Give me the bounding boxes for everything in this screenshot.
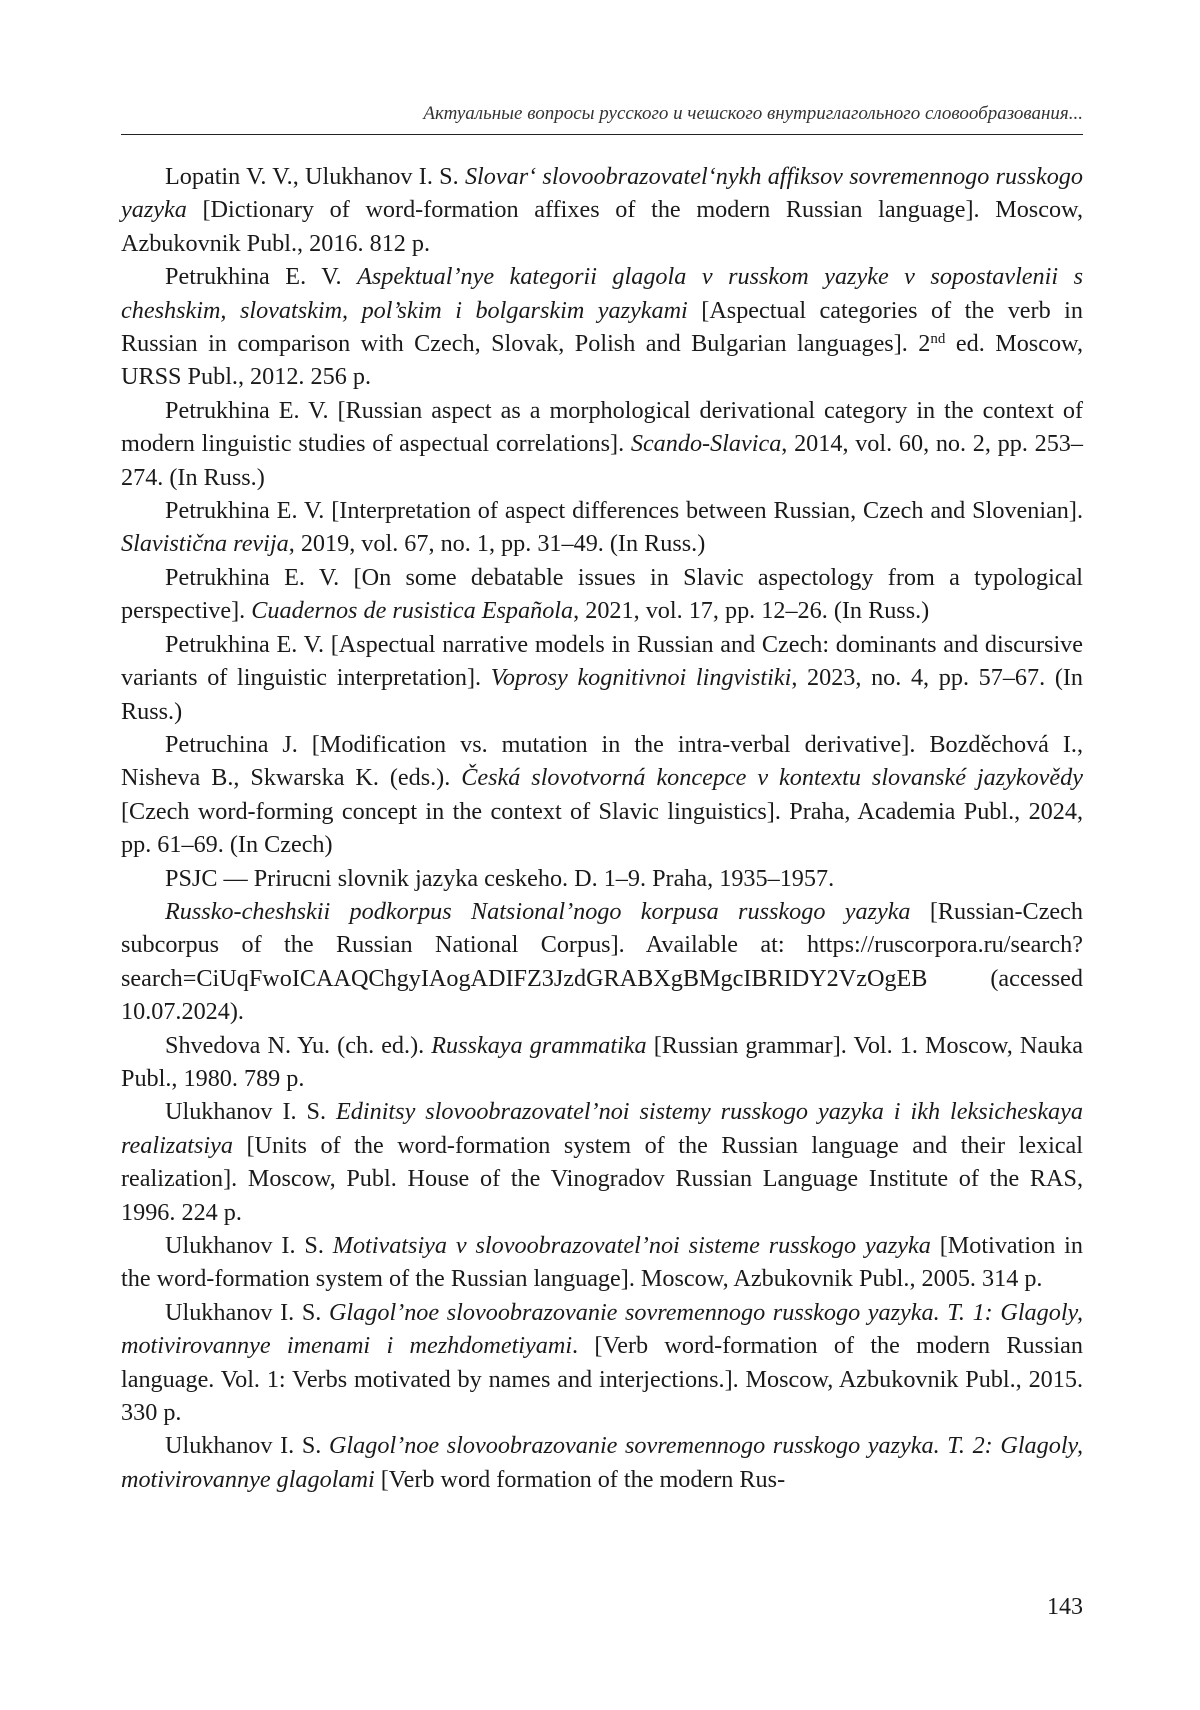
reference-authors: Petrukhina E. V. (165, 263, 358, 291)
reference-list (121, 160, 1083, 1496)
reference-title: Russkaya grammatika (431, 1031, 647, 1059)
reference-item (121, 394, 1083, 494)
reference-title: Slovar‘ slovoobrazovatel‘nykh affiksov sovremennogo russkogo yazyka (121, 163, 1083, 224)
reference-title: Česká slovotvorná koncepce v kontextu slovanské jazykovědy (461, 764, 1083, 792)
reference-item (121, 628, 1083, 728)
reference-details: , 2014, vol. 60, no. 2, pp. 253–274. (In Russ.) (121, 430, 1083, 491)
reference-item (121, 494, 1083, 561)
reference-details: [Units of the word-formation system of the Russian language and their lexical realization]. Moscow, Publ. House of the Vinogradov Russian Language Institute of the RAS, 1996. 224 p. (121, 1131, 1083, 1226)
reference-details-continued: ed. Moscow, URSS Publ., 2012. 256 p. (121, 330, 1083, 391)
header-divider (121, 134, 1083, 135)
reference-title: Russko-cheshskii podkorpus Natsional’nogo korpusa russkogo yazyka (165, 897, 911, 925)
reference-details: . [Verb word-formation of the modern Russian language. Vol. 1: Verbs motivated by names and interjections.]. Moscow, Azbukovnik Publ., 2015. 330 p. (121, 1332, 1083, 1427)
reference-authors: Petrukhina E. V. [On some debatable issues in Slavic aspectology from a typological perspective]. (121, 563, 1083, 625)
reference-item (121, 1296, 1083, 1430)
reference-authors: Ulukhanov I. S. (165, 1298, 329, 1326)
reference-details: [Motivation in the word-formation system of the Russian language]. Moscow, Azbukovnik Publ., 2005. 314 p. (121, 1232, 1083, 1293)
reference-title: Edinitsy slovoobrazovatel’noi sistemy russkogo yazyka i ikh leksicheskaya realizatsiya (121, 1098, 1083, 1159)
reference-details: , 2021, vol. 17, pp. 12–26. (In Russ.) (573, 597, 930, 625)
reference-authors: Petruchina J. [Modification vs. mutation in the intra-verbal derivative]. Bozděchová I., Nisheva B., Skwarska K. (eds.). (121, 730, 1083, 792)
reference-authors: PSJC — Prirucni slovnik jazyka ceskeho. D. 1–9. Praha, 1935–1957. (165, 864, 835, 892)
reference-details: , 2019, vol. 67, no. 1, pp. 31–49. (In Russ.) (288, 530, 706, 558)
reference-title: Scando-Slavica (630, 430, 782, 458)
reference-details: [Verb word formation of the modern Rus- (374, 1465, 786, 1493)
reference-item (121, 728, 1083, 862)
reference-authors: Petrukhina E. V. [Russian aspect as a morphological derivational category in the context of modern linguistic studies of aspectual correlations]. (121, 396, 1083, 458)
reference-item (121, 260, 1083, 394)
reference-item (121, 862, 1083, 895)
reference-details: [Dictionary of word-formation affixes of the modern Russian language]. Moscow, Azbukovnik Publ., 2016. 812 p. (121, 196, 1083, 257)
reference-details: [Aspectual categories of the verb in Russian in comparison with Czech, Slovak, Polish and Bulgarian languages]. 2 (121, 296, 1083, 358)
reference-authors: Shvedova N. Yu. (ch. ed.). (165, 1031, 432, 1059)
reference-authors: Ulukhanov I. S. (165, 1432, 329, 1460)
reference-authors: Petrukhina E. V. [Aspectual narrative models in Russian and Czech: dominants and discursive variants of linguistic interpretation]. (121, 630, 1083, 692)
page-number: 143 (1047, 1594, 1083, 1620)
reference-authors: Ulukhanov I. S. (165, 1098, 337, 1126)
reference-details: , 2023, no. 4, pp. 57–67. (In Russ.) (121, 664, 1084, 725)
reference-details: [Russian-Czech subcorpus of the Russian National Corpus]. Available at: https://ruscorpora.ru/search?search=CiUqFwoICAAQChgyIAogADIFZ3JzdGRABXgBMgcIBRIDY2VzOgEB (accessed 10.07.2024). (121, 897, 1083, 1026)
reference-title: Voprosy kognitivnoi lingvistiki (490, 664, 792, 692)
reference-details: [Czech word-forming concept in the context of Slavic linguistics]. Praha, Academia Publ., 2024, pp. 61–69. (In Czech) (121, 797, 1083, 859)
reference-item (121, 1029, 1083, 1096)
reference-title: Aspektual’nye kategorii glagola v russkom yazyke v sopostavlenii s cheshskim, slovatskim, pol’skim i bolgarskim yazykami (121, 263, 1083, 324)
reference-item (121, 1429, 1083, 1496)
reference-details: [Russian grammar]. Vol. 1. Moscow, Nauka Publ., 1980. 789 p. (121, 1031, 1083, 1092)
reference-item (121, 160, 1083, 260)
reference-item (121, 561, 1083, 628)
reference-title: Motivatsiya v slovoobrazovatel’noi sisteme russkogo yazyka (332, 1232, 931, 1259)
reference-item (121, 895, 1083, 1029)
edition-superscript: nd (930, 330, 946, 347)
reference-item (121, 1095, 1083, 1229)
reference-title: Glagol’noe slovoobrazovanie sovremennogo russkogo yazyka. T. 1: Glagoly, motivirovannye imenami i mezhdometiyami (121, 1298, 1083, 1360)
reference-authors: Lopatin V. V., Ulukhanov I. S. (165, 163, 465, 190)
reference-title: Slavistična revija (121, 530, 289, 558)
reference-authors: Petrukhina E. V. [Interpretation of aspect differences between Russian, Czech and Slovenian]. (165, 497, 1083, 525)
reference-title: Glagol’noe slovoobrazovanie sovremennogo russkogo yazyka. T. 2: Glagoly, motivirovannye glagolami (121, 1432, 1083, 1493)
reference-item (121, 1229, 1083, 1296)
reference-authors: Ulukhanov I. S. (165, 1232, 333, 1259)
reference-title: Cuadernos de rusistica Española (251, 597, 574, 625)
running-header: Актуальные вопросы русского и чешского внутриглагольного словообразования... (423, 103, 1083, 124)
